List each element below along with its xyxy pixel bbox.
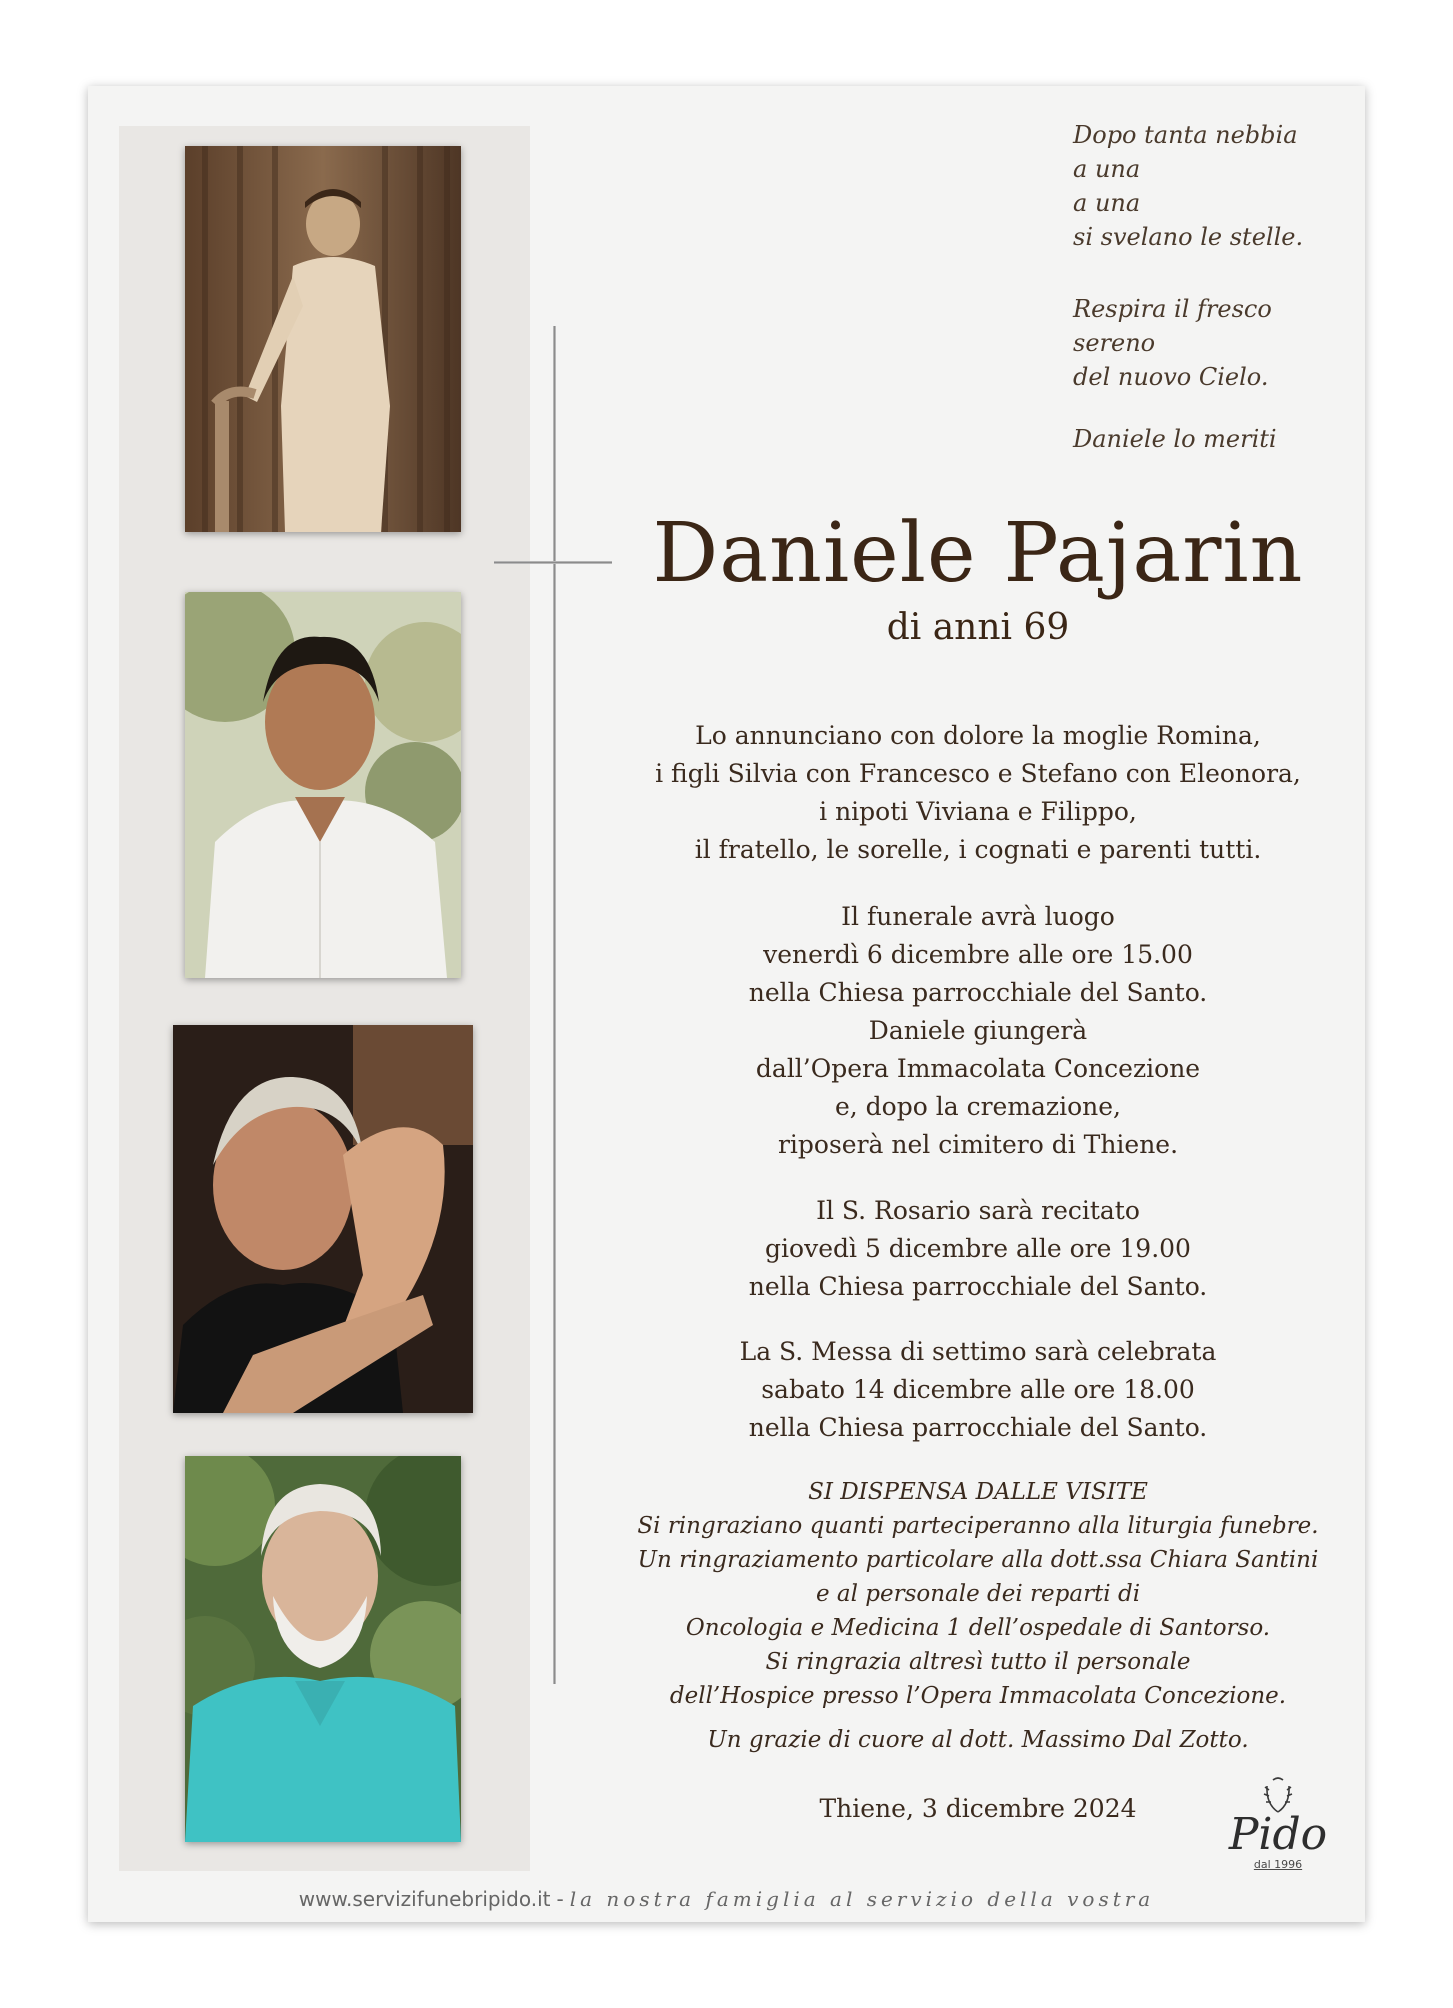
rosary-line: nella Chiesa parrocchiale del Santo. <box>748 1272 1208 1301</box>
announcement-line: i figli Silvia con Francesco e Stefano con Eleonora, <box>655 759 1301 788</box>
rosary-details <box>618 1192 1338 1306</box>
mass-details <box>618 1333 1338 1447</box>
poem-line: Respira il fresco <box>1073 295 1272 323</box>
thanks-line: SI DISPENSA DALLE VISITE <box>808 1479 1148 1505</box>
photo-clasped-hands <box>173 1025 473 1413</box>
mass-line: sabato 14 dicembre alle ore 18.00 <box>761 1375 1195 1404</box>
mass-line: nella Chiesa parrocchiale del Santo. <box>748 1413 1208 1442</box>
rosary-line: giovedì 5 dicembre alle ore 19.00 <box>765 1234 1191 1263</box>
footer-separator: - <box>556 1887 564 1911</box>
rosary-line: Il S. Rosario sarà recitato <box>816 1196 1140 1225</box>
thanks-final: Un grazie di cuore al dott. Massimo Dal Zotto. <box>707 1727 1249 1753</box>
thanks-line: Oncologia e Medicina 1 dell’ospedale di Santorso. <box>685 1615 1271 1641</box>
dateline: Thiene, 3 dicembre 2024 <box>819 1794 1137 1823</box>
footer <box>88 1887 1365 1911</box>
thanks-line: Si ringrazia altresì tutto il personale <box>765 1649 1191 1675</box>
funeral-details <box>618 898 1338 1164</box>
cross-vertical-bar <box>553 326 556 1684</box>
thanks-line: e al personale dei reparti di <box>815 1581 1141 1607</box>
funeral-line: e, dopo la cremazione, <box>834 1092 1121 1121</box>
poem-line: Dopo tanta nebbia <box>1073 121 1298 149</box>
poem-line: sereno <box>1073 329 1156 357</box>
thanks-line: Un ringraziamento particolare alla dott.ssa Chiara Santini <box>637 1547 1319 1573</box>
obituary-card <box>88 86 1365 1922</box>
thanks-line: dell’Hospice presso l’Opera Immacolata Concezione. <box>669 1683 1287 1709</box>
announcement-line: il fratello, le sorelle, i cognati e parenti tutti. <box>694 835 1262 864</box>
announcement-line: Lo annunciano con dolore la moglie Romina, <box>695 721 1261 750</box>
funeral-line: nella Chiesa parrocchiale del Santo. <box>748 978 1208 1007</box>
family-announcement <box>618 717 1338 869</box>
announcement-line: i nipoti Viviana e Filippo, <box>819 797 1137 826</box>
funeral-line: Daniele giungerà <box>868 1016 1088 1045</box>
funeral-home-logo <box>1213 1776 1343 1886</box>
footer-slogan: la nostra famiglia al servizio della vostra <box>569 1887 1155 1911</box>
acknowledgements <box>618 1475 1338 1757</box>
deceased-name: Daniele Pajarin <box>652 506 1304 601</box>
photo-childhood <box>185 146 461 532</box>
website-link[interactable]: www.servizifunebripido.it <box>298 1887 551 1911</box>
poem <box>1073 118 1333 456</box>
poem-line: si svelano le stelle. <box>1073 223 1304 251</box>
funeral-line: riposerà nel cimitero di Thiene. <box>777 1130 1179 1159</box>
funeral-line: Il funerale avrà luogo <box>841 902 1115 931</box>
deceased-age: di anni 69 <box>886 607 1070 648</box>
poem-stanza-2 <box>1073 292 1333 394</box>
poem-line: a una <box>1073 155 1141 183</box>
poem-closing: Daniele lo meriti <box>1073 425 1277 453</box>
funeral-line: venerdì 6 dicembre alle ore 15.00 <box>763 940 1193 969</box>
logo-name: Pido <box>1228 1809 1328 1860</box>
mass-line: La S. Messa di settimo sarà celebrata <box>739 1337 1217 1366</box>
photo-turquoise-shirt <box>185 1456 461 1842</box>
poem-line: a una <box>1073 189 1141 217</box>
photo-white-shirt <box>185 592 461 978</box>
thanks-line: Si ringraziano quanti parteciperanno alla liturgia funebre. <box>637 1513 1319 1539</box>
logo-since: dal 1996 <box>1253 1858 1303 1871</box>
poem-line: del nuovo Cielo. <box>1073 363 1269 391</box>
cross-horizontal-bar <box>494 561 612 564</box>
poem-stanza-1 <box>1073 118 1333 254</box>
funeral-line: dall’Opera Immacolata Concezione <box>755 1054 1201 1083</box>
